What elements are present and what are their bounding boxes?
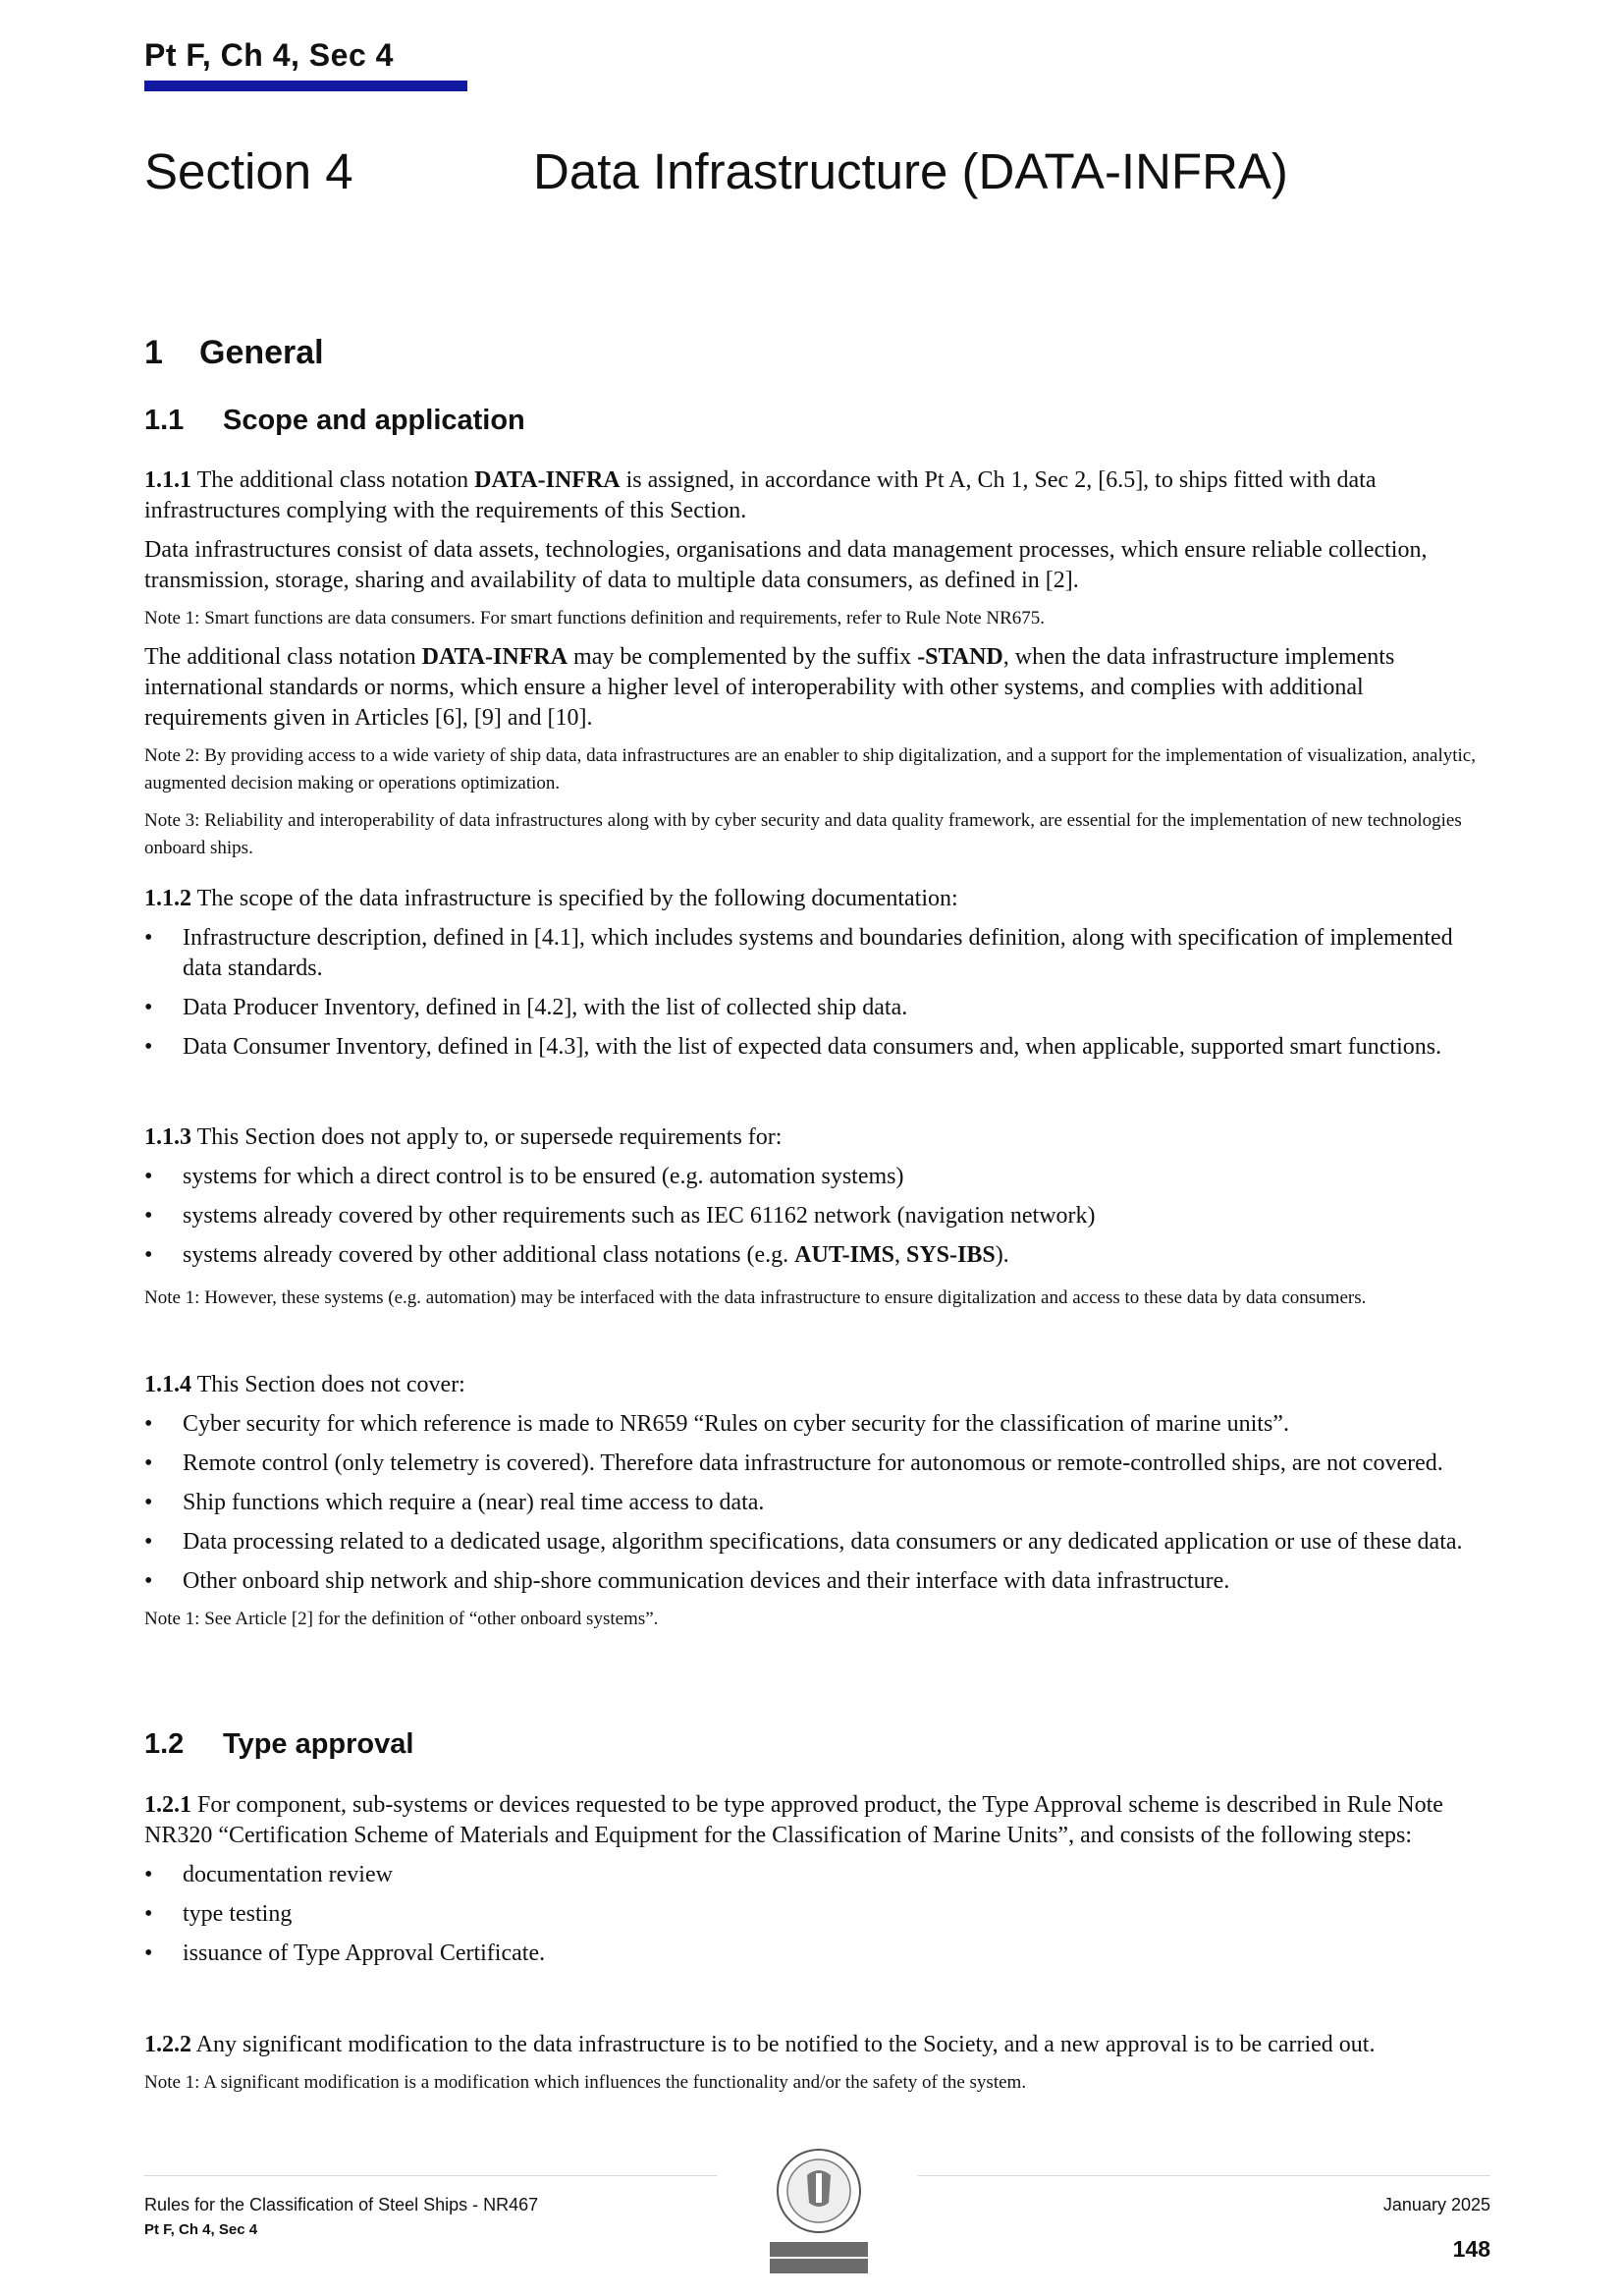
article-1-2-1 xyxy=(144,1790,1489,1978)
page-number: 148 xyxy=(1452,2236,1490,2262)
footer-document-title: Rules for the Classification of Steel Ships - NR467 xyxy=(144,2195,539,2214)
paragraph: 1.2.1 For component, sub-systems or devices requested to be type approved product, the Type Approval scheme is described in Rule Note NR320 “Certification Scheme of Materials and Equipment for the Classification of Marine Units”, and consists of the following steps: xyxy=(144,1792,1443,1848)
running-header: Pt F, Ch 4, Sec 4 xyxy=(144,37,394,73)
list-item: • Cyber security for which reference is made to NR659 “Rules on cyber security for the classification of marine units”. xyxy=(144,1409,1489,1440)
section-title: Data Infrastructure (DATA-INFRA) xyxy=(533,143,1288,199)
list-item: • Data Consumer Inventory, defined in [4.3], with the list of expected data consumers and, when applicable, supported smart functions. xyxy=(144,1032,1489,1063)
paragraph: Data infrastructures consist of data assets, technologies, organisations and data management processes, which ensure reliable collection, transmission, storage, sharing and availability of data to multiple data consumers, as defined in [2]. xyxy=(144,537,1428,593)
footer-rule-left xyxy=(144,2175,717,2176)
section-number: Section 4 xyxy=(144,143,353,199)
list-item: • Infrastructure description, defined in [4.1], which includes systems and boundaries definition, along with specification of implemented data standards. xyxy=(144,923,1489,984)
note: Note 2: By providing access to a wide variety of ship data, data infrastructures are an enabler to ship digitalization, and a support for the implementation of visualization, analytic, augmented decision making or operations optimization. xyxy=(144,745,1476,793)
paragraph: 1.1.3 This Section does not apply to, or supersede requirements for: xyxy=(144,1124,783,1150)
heading-general: 1 General xyxy=(144,334,324,371)
article-1-1-2 xyxy=(144,884,1489,1071)
list-item: • Ship functions which require a (near) real time access to data. xyxy=(144,1488,1489,1518)
article-1-1-3 xyxy=(144,1122,1489,1322)
note: Note 1: However, these systems (e.g. automation) may be interfaced with the data infrastructure to ensure digitalization and access to these data by data consumers. xyxy=(144,1287,1367,1308)
footer-date: January 2025 xyxy=(1382,2195,1490,2214)
paragraph: The additional class notation DATA-INFRA may be complemented by the suffix -STAND, when the data infrastructure implements international standards or norms, which ensure a higher level of interoperability with other systems, and complies with additional requirements given in Articles [6], [9] and [10]. xyxy=(144,644,1395,731)
list-item: • Data processing related to a dedicated usage, algorithm specifications, data consumers or any dedicated application or use of these data. xyxy=(144,1527,1489,1558)
footer-document-ref: Pt F, Ch 4, Sec 4 xyxy=(144,2221,258,2238)
article-1-1-4 xyxy=(144,1370,1489,1643)
article-1-1-1 xyxy=(144,465,1489,872)
list-item: • systems for which a direct control is to be ensured (e.g. automation systems) xyxy=(144,1162,1489,1192)
list-item: • issuance of Type Approval Certificate. xyxy=(144,1939,1489,1969)
note: Note 1: Smart functions are data consumers. For smart functions definition and requirements, refer to Rule Note NR675. xyxy=(144,608,1046,629)
article-1-2-2 xyxy=(144,2030,1489,2106)
paragraph: 1.1.4 This Section does not cover: xyxy=(144,1372,465,1397)
footer-rule-right xyxy=(918,2175,1490,2176)
list-item: • Remote control (only telemetry is covered). Therefore data infrastructure for autonomous or remote-controlled ships, are not covered. xyxy=(144,1449,1489,1479)
header-rule xyxy=(144,81,467,91)
list-item: • systems already covered by other requirements such as IEC 61162 network (navigation network) xyxy=(144,1201,1489,1231)
list-item: • documentation review xyxy=(144,1860,1489,1890)
list-item: • systems already covered by other additional class notations (e.g. AUT-IMS, SYS-IBS). xyxy=(144,1240,1489,1271)
heading-scope: 1.1 Scope and application xyxy=(144,405,525,436)
paragraph: 1.1.2 The scope of the data infrastructure is specified by the following documentation: xyxy=(144,886,958,911)
list-item: • Data Producer Inventory, defined in [4.2], with the list of collected ship data. xyxy=(144,993,1489,1023)
note: Note 1: See Article [2] for the definition of “other onboard systems”. xyxy=(144,1609,659,1629)
note: Note 3: Reliability and interoperability of data infrastructures along with by cyber security and data quality framework, are essential for the implementation of new technologies onboard ships. xyxy=(144,810,1462,858)
note: Note 1: A significant modification is a modification which influences the functionality and/or the safety of the system. xyxy=(144,2072,1027,2093)
paragraph: 1.1.1 The additional class notation DATA-INFRA is assigned, in accordance with Pt A, Ch 1, Sec 2, [6.5], to ships fitted with data infrastructures complying with the requirements of this Section. xyxy=(144,467,1377,523)
list-item: • Other onboard ship network and ship-shore communication devices and their interface with data infrastructure. xyxy=(144,1566,1489,1597)
bureau-veritas-logo-icon xyxy=(768,2146,870,2275)
list-item: • type testing xyxy=(144,1899,1489,1930)
heading-type-approval: 1.2 Type approval xyxy=(144,1728,414,1760)
paragraph: 1.2.2 Any significant modification to the data infrastructure is to be notified to the Society, and a new approval is to be carried out. xyxy=(144,2032,1376,2057)
